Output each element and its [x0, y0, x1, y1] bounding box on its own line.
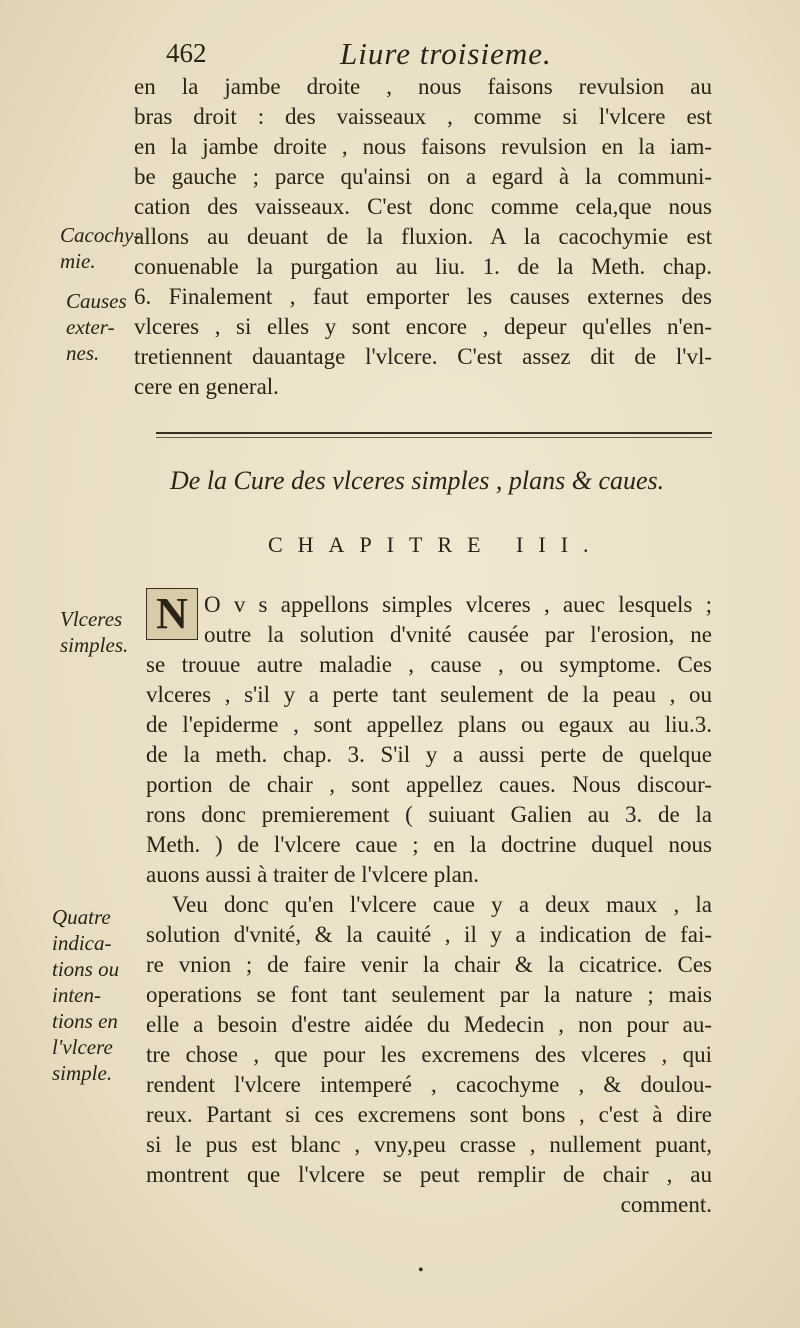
text-line: cation des vaisseaux. C'est donc comme cela,que nous: [134, 194, 712, 219]
dropcap-ornament: [146, 588, 198, 640]
margin-note-cacochymie: Cacochy- mie.: [60, 223, 141, 273]
text-line: rons donc premierement ( suiuant Galien au 3. de la: [146, 802, 712, 827]
text-line: O v s appellons simples vlceres , auec lesquels ;: [204, 592, 712, 617]
text-line: elle a besoin d'estre aidée du Medecin , non pour au-: [146, 1012, 712, 1037]
text-line: be gauche ; parce qu'ainsi on a egard à la communi-: [134, 164, 712, 189]
text-line: bras droit : des vaisseaux , comme si l'vlcere est: [134, 104, 712, 129]
paragraph-indications: [146, 890, 712, 1220]
text-line: vlceres , si elles y sont encore , depeur qu'elles n'en-: [134, 314, 712, 339]
text-line: montrent que l'vlcere se peut remplir de chair , au: [146, 1162, 712, 1187]
text-line: si le pus est blanc , vny,peu crasse , nullement puant,: [146, 1132, 712, 1157]
page-number: 462: [166, 38, 207, 68]
text-line: vlceres , s'il y a perte tant seulement de la peau , ou: [146, 682, 712, 707]
text-line: en la jambe droite , nous faisons revulsion au: [134, 74, 712, 99]
text-line: operations se font tant seulement par la nature ; mais: [146, 982, 712, 1007]
section-title: De la Cure des vlceres simples , plans & caues.: [170, 466, 665, 495]
text-line: en la jambe droite , nous faisons revulsion en la iam-: [134, 134, 712, 159]
text-line: auons aussi à traiter de l'vlcere plan.: [146, 862, 480, 887]
text-line: conuenable la purgation au liu. 1. de la Meth. chap.: [134, 254, 712, 279]
text-line: allons au deuant de la fluxion. A la cacochymie est: [134, 224, 712, 249]
paragraph-simple-ulcers: [146, 650, 712, 890]
text-line: reux. Partant si ces excremens sont bons , c'est à dire: [146, 1102, 712, 1127]
text-line: outre la solution d'vnité causée par l'erosion, ne: [204, 622, 712, 647]
text-line: se trouue autre maladie , cause , ou symptome. Ces: [146, 652, 712, 677]
chapter-heading: CHAPITRE III.: [268, 532, 604, 557]
text-line: re vnion ; de faire venir la chair & la cicatrice. Ces: [146, 952, 712, 977]
text-line: tretiennent dauantage l'vlcere. C'est assez dit de l'vl-: [134, 344, 712, 369]
margin-note-vlceres-simples: Vlceres simples.: [60, 607, 129, 657]
text-line: tre chose , que pour les excremens des vlceres , qui: [146, 1042, 712, 1067]
text-line: solution d'vnité, & la cauité , il y a indication de fai-: [146, 922, 712, 947]
text-line: portion de chair , sont appellez caues. Nous discour-: [146, 772, 712, 797]
text-line: Veu donc qu'en l'vlcere caue y a deux maux , la: [172, 892, 712, 917]
running-title: Liure troisieme.: [340, 36, 552, 71]
text-line: 6. Finalement , faut emporter les causes externes des: [134, 284, 712, 309]
ornament-dot: •: [418, 1262, 424, 1279]
text-line: de l'epiderme , sont appellez plans ou egaux au liu.3.: [146, 712, 712, 737]
paragraph-continuation: [134, 72, 712, 402]
text-line: cere en general.: [134, 374, 279, 399]
text-line: de la meth. chap. 3. S'il y a aussi perte de quelque: [146, 742, 712, 767]
margin-note-causes-externes: Causes exter- nes.: [66, 289, 127, 365]
paragraph-opening: [204, 590, 712, 650]
dropcap-letter: N: [156, 589, 188, 638]
text-line: Meth. ) de l'vlcere caue ; en la doctrine duquel nous: [146, 832, 712, 857]
running-head: [166, 34, 726, 74]
catchword: comment.: [620, 1192, 712, 1217]
margin-note-quatre-indications: Quatre indica- tions ou inten- tions en l'vlcere simple.: [52, 905, 120, 1085]
text-line: rendent l'vlcere intemperé , cacochyme , & doulou-: [146, 1072, 712, 1097]
section-divider: [156, 432, 712, 438]
